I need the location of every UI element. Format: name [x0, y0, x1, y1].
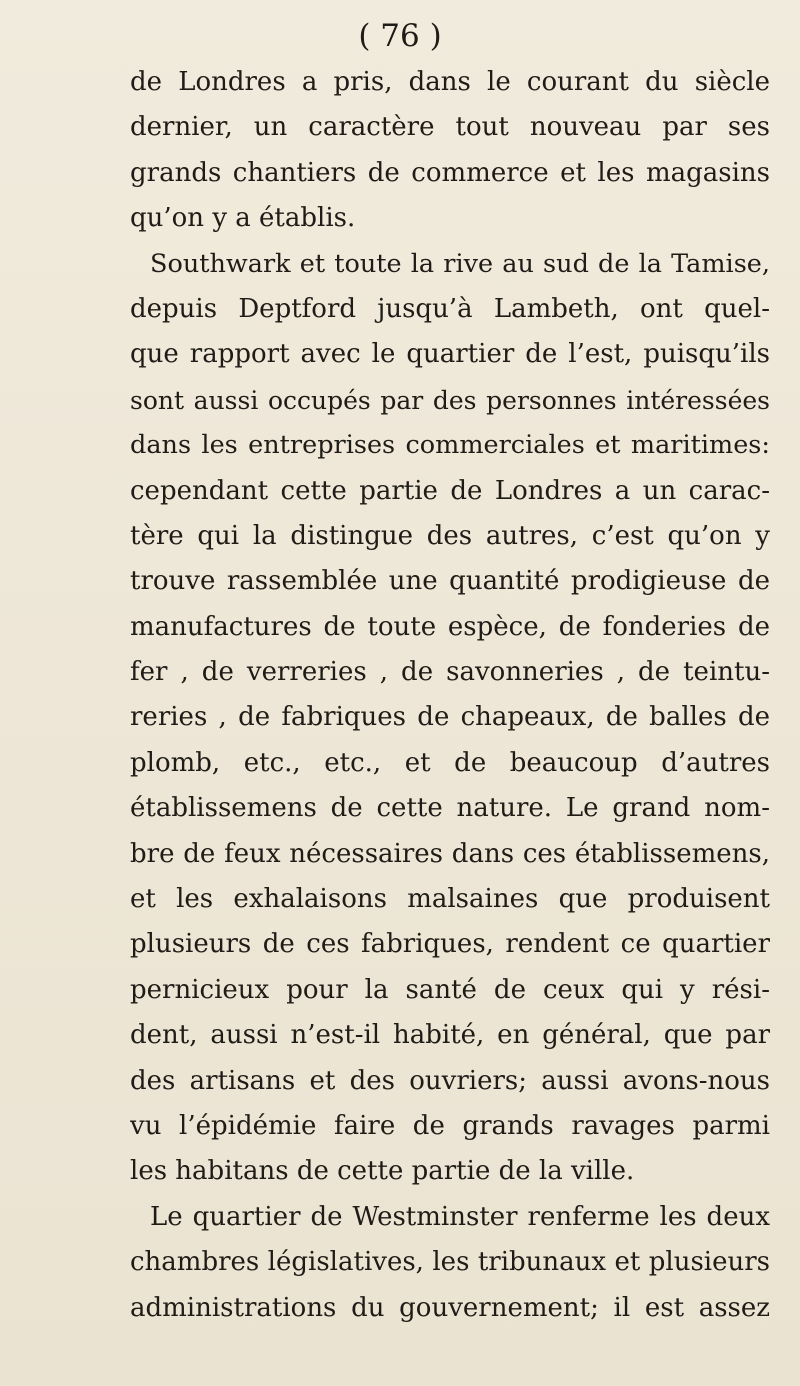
- text-line: grands chantiers de commerce et les magasins: [130, 157, 770, 188]
- page-number: ( 76 ): [358, 18, 442, 54]
- text-line: dent, aussi n’est-il habité, en général, que par: [130, 1020, 770, 1051]
- text-line: cependant cette partie de Londres a un carac-: [130, 475, 770, 506]
- text-line: chambres législatives, les tribunaux et plusieurs: [130, 1247, 770, 1278]
- text-line: établissemens de cette nature. Le grand nom-: [130, 793, 770, 824]
- text-line: manufactures de toute espèce, de fonderies de: [130, 611, 770, 642]
- text-line: les habitans de cette partie de la ville.: [130, 1156, 635, 1187]
- text-line: Southwark et toute la rive au sud de la Tamise,: [150, 248, 770, 279]
- body-text: [130, 60, 770, 1331]
- text-line: dernier, un caractère tout nouveau par ses: [130, 112, 770, 143]
- text-line: trouve rassemblée une quantité prodigieuse de: [130, 566, 770, 597]
- text-line: pernicieux pour la santé de ceux qui y rési-: [130, 974, 770, 1005]
- text-line: plomb, etc., etc., et de beaucoup d’autres: [130, 747, 770, 778]
- text-line: reries , de fabriques de chapeaux, de balles de: [130, 702, 770, 733]
- text-line: depuis Deptford jusqu’à Lambeth, ont quel-: [130, 293, 770, 324]
- text-line: qu’on y a établis.: [130, 203, 356, 234]
- text-line: que rapport avec le quartier de l’est, puisqu’ils: [130, 339, 770, 370]
- text-line: tère qui la distingue des autres, c’est qu’on y: [130, 520, 770, 551]
- text-line: plusieurs de ces fabriques, rendent ce quartier: [130, 929, 770, 960]
- text-line: bre de feux nécessaires dans ces établissemens,: [130, 838, 770, 869]
- text-line: et les exhalaisons malsaines que produisent: [130, 884, 770, 915]
- text-line: administrations du gouvernement; il est assez: [130, 1292, 770, 1323]
- text-line: sont aussi occupés par des personnes intéressées: [130, 385, 770, 415]
- text-line: Le quartier de Westminster renferme les deux: [150, 1201, 770, 1232]
- text-line: dans les entreprises commerciales et maritimes:: [130, 430, 770, 461]
- text-line: vu l’épidémie faire de grands ravages parmi: [130, 1110, 770, 1141]
- text-line: des artisans et des ouvriers; aussi avons-nous: [130, 1065, 770, 1096]
- text-line: de Londres a pris, dans le courant du siècle: [130, 67, 770, 97]
- text-line: fer , de verreries , de savonneries , de teintu-: [130, 657, 770, 688]
